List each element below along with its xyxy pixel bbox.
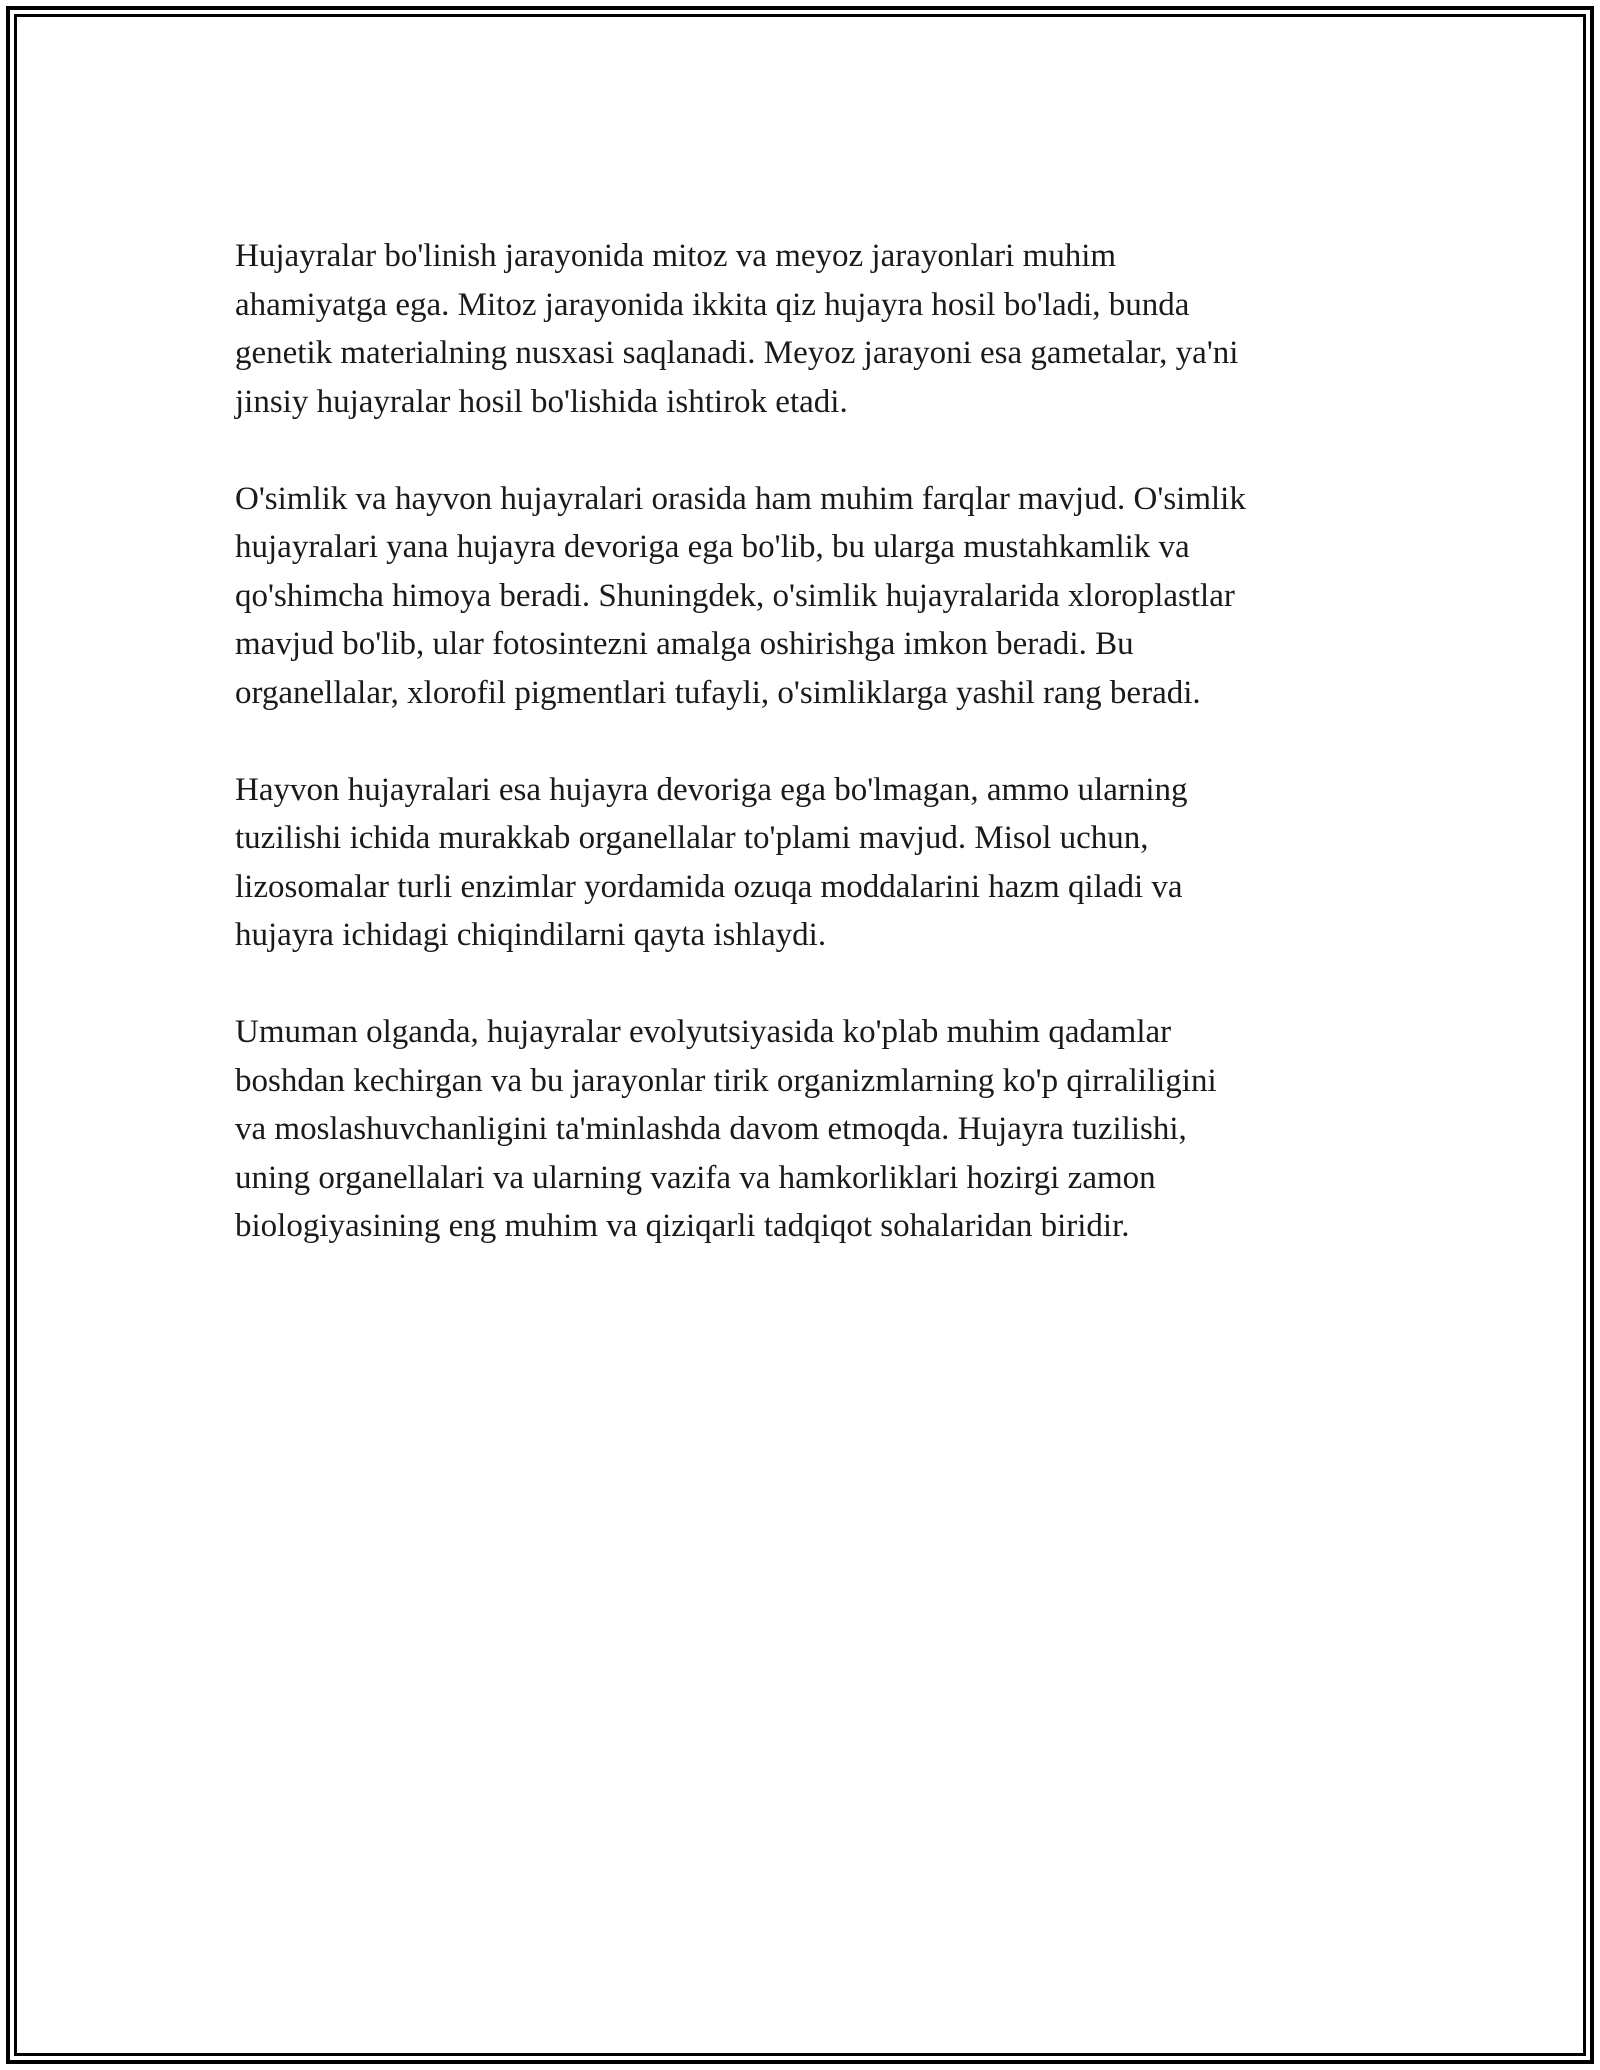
document-body <box>235 232 1370 1299</box>
paragraph-plant-vs-animal-cells: O'simlik va hayvon hujayralari orasida ham muhim farqlar mavjud. O'simlik hujayralari yana hujayra devoriga ega bo'lib, bu ularga mustahkamlik va qo'shimcha himoya beradi. Shuningdek, o'simlik hujayralarida xloroplastlar mavjud bo'lib, ular fotosintezni amalga oshirishga imkon beradi. Bu organellalar, xlorofil pigmentlari tufayli, o'simliklarga yashil rang beradi. <box>235 480 1246 711</box>
paragraph-conclusion: Umuman olganda, hujayralar evolyutsiyasida ko'plab muhim qadamlar boshdan kechirgan va bu jarayonlar tirik organizmlarning ko'p qirraliligini va moslashuvchanligini ta'minlashda davom etmoqda. Hujayra tuzilishi, uning organellalari va ularning vazifa va hamkorliklari hozirgi zamon biologiyasining eng muhim va qiziqarli tadqiqot sohalaridan biridir. <box>235 1014 1217 1244</box>
paragraph-cell-division: Hujayralar bo'linish jarayonida mitoz va meyoz jarayonlari muhim ahamiyatga ega. Mitoz jarayonida ikkita qiz hujayra hosil bo'ladi, bunda genetik materialning nusxasi saqlanadi. Meyoz jarayoni esa gametalar, ya'ni jinsiy hujayralar hosil bo'lishida ishtirok etadi. <box>235 238 1239 420</box>
paragraph-animal-cells: Hayvon hujayralari esa hujayra devoriga ega bo'lmagan, ammo ularning tuzilishi ichida murakkab organellalar to'plami mavjud. Misol uchun, lizosomalar turli enzimlar yordamida ozuqa moddalarini hazm qiladi va hujayra ichidagi chiqindilarni qayta ishlaydi. <box>235 771 1188 953</box>
